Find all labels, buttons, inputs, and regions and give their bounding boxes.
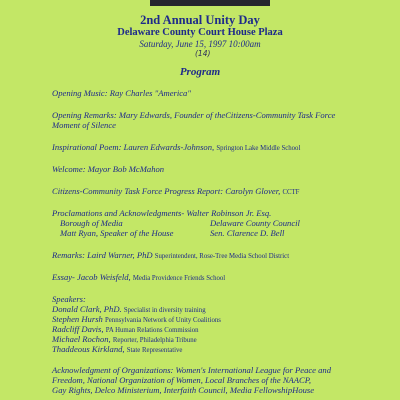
opening-remarks: Opening Remarks: Mary Edwards, Founder of theCitizens-Community Task Force [52,110,336,120]
speaker-item [52,344,392,357]
top-edge-bar [150,0,270,6]
inspirational-poem-text: Inspirational Poem: Lauren Edwards-Johnson, [52,142,215,152]
inspirational-poem [52,142,392,155]
proclamation-county: Delaware County Council [210,218,300,228]
event-title: 2nd Annual Unity Day [140,13,260,27]
remarks [52,250,392,263]
essay [52,272,392,285]
task-force-report-text: Citizens-Community Task Force Progress Report: Carolyn Glover, [52,186,281,196]
speaker-role: Pennsylvania Network of Unity Coalitions [105,317,221,324]
acknowledgment-line-1: Acknowledgment of Organizations: Women's International League for Peace and [52,365,332,375]
proclamations-row-1 [60,218,392,229]
speaker-name: Donald Clark, PhD. [52,304,122,314]
speaker-role: Reporter, Philadelphia Tribune [112,337,197,344]
proclamations: Proclamations and Acknowledgments- Walter Robinson Jr. Esq. [52,208,272,218]
moment-of-silence: Moment of Silence [52,120,116,130]
task-force-report-org: CCTF [282,189,300,196]
remarks-title: Superintendent, Rose-Tree Media School District [154,253,290,260]
speaker-name: Michael Rochon, [52,334,111,344]
proclamations-row-2 [60,228,392,239]
task-force-report [52,186,392,199]
proclamation-speaker: Matt Ryan, Speaker of the House [60,228,174,238]
speaker-name: Stephen Hursh [52,314,103,324]
event-venue: Delaware County Court House Plaza [117,27,283,38]
speaker-name: Thaddeous Kirkland, [52,344,125,354]
welcome: Welcome: Mayor Bob McMahon [52,164,165,174]
proclamation-senator: Sen. Clarence D. Bell [210,228,285,238]
acknowledgment-line-3: Gay Rights, Delco Ministerium, Interfaith Council, Media FellowshipHouse [52,385,315,395]
proclamation-borough: Borough of Media [60,218,123,228]
essay-school: Media Providence Friends School [132,275,226,282]
speaker-role: State Representative [126,347,183,354]
acknowledgment-line-2: Freedom, National Organization of Women, Local Branches of the NAACP, [52,375,312,385]
speaker-role: PA Human Relations Commission [105,327,199,334]
opening-music: Opening Music: Ray Charles "America" [52,88,191,98]
program-heading: Program [179,66,221,78]
remarks-text: Remarks: Laird Warner, PhD [52,250,153,260]
event-date: Saturday, June 15, 1997 10:00am [139,39,261,49]
essay-text: Essay- Jacob Weisfeld, [52,272,131,282]
speaker-role: Specialist in diversity training [123,307,206,314]
inspirational-poem-school: Springton Lake Middle School [216,145,301,152]
speaker-name: Radcliff Davis, [52,324,104,334]
handwritten-note: (14) [195,49,211,58]
speakers-heading: Speakers: [52,294,86,304]
